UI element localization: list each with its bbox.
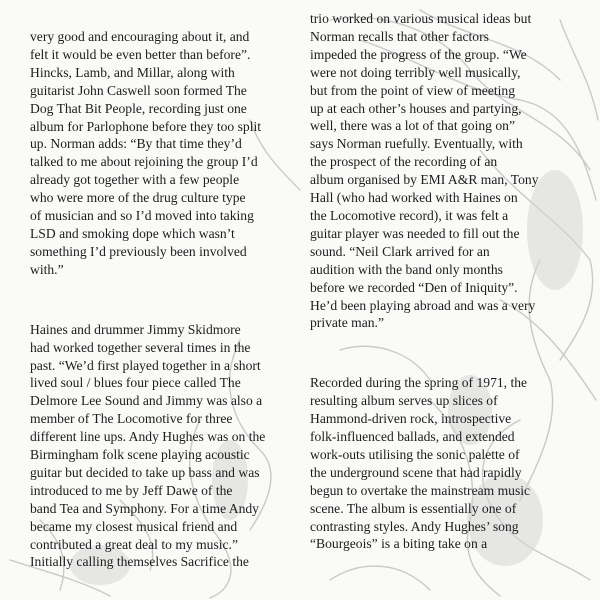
text-line: album for Parlophone before they too split	[30, 118, 262, 134]
text-line: folk-influenced ballads, and extended	[310, 429, 515, 445]
paragraph-trio-worked	[310, 10, 578, 332]
text-line: became my closest musical friend and	[30, 518, 238, 534]
text-line: album organised by EMI A&R man, Tony	[310, 172, 539, 188]
text-line: LSD and smoking dope which wasn’t	[30, 225, 235, 241]
right-text-column	[310, 11, 578, 553]
text-line: trio worked on various musical ideas but	[310, 11, 532, 26]
text-line: work-outs utilising the sonic palette of	[310, 446, 520, 462]
text-line: Hincks, Lamb, and Millar, along with	[30, 64, 235, 80]
text-line: were not doing terribly well musically,	[310, 64, 521, 80]
text-line: Birmingham folk scene playing acoustic	[30, 447, 250, 463]
text-line: introduced to me by Jeff Dawe of the	[30, 482, 233, 498]
text-line: Haines and drummer Jimmy Skidmore	[30, 321, 241, 337]
text-line: felt it would be even better than before”.	[30, 46, 251, 62]
text-line: different line ups. Andy Hughes was on the	[30, 429, 266, 445]
text-line: with.”	[30, 261, 64, 277]
text-line: Norman recalls that other factors	[310, 28, 489, 44]
paragraph-dog-that-bit-people	[30, 28, 298, 279]
text-line: Hall (who had worked with Haines on	[310, 190, 518, 206]
text-line: talked to me about rejoining the group I’d	[30, 154, 258, 170]
text-line: Recorded during the spring of 1971, the	[310, 375, 528, 391]
text-line: past. “We’d first played together in a short	[30, 357, 261, 373]
text-line: Hammond-driven rock, introspective	[310, 411, 512, 427]
text-line: guitar but decided to take up bass and was	[30, 464, 260, 480]
text-line: scene. The album is essentially one of	[310, 500, 517, 516]
text-line: audition with the band only months	[310, 261, 503, 277]
text-line: very good and encouraging about it, and	[30, 29, 250, 44]
text-line: begun to overtake the mainstream music	[310, 482, 531, 498]
left-text-column	[30, 28, 298, 571]
text-line: the prospect of the recording of an	[310, 154, 498, 170]
text-line: member of The Locomotive for three	[30, 411, 233, 427]
text-line: private man.”	[310, 315, 384, 331]
text-line: He’d been playing abroad and was a very	[310, 297, 536, 313]
text-line: Dog That Bit People, recording just one	[30, 100, 247, 116]
text-line: guitar player was needed to fill out the	[310, 225, 520, 241]
text-line: sound. “Neil Clark arrived for an	[310, 243, 490, 259]
text-line: says Norman ruefully. Eventually, with	[310, 136, 523, 152]
text-line: “Bourgeois” is a biting take on a	[310, 536, 488, 552]
text-line: up. Norman adds: “By that time they’d	[30, 136, 242, 152]
text-line: band Tea and Symphony. For a time Andy	[30, 500, 259, 516]
text-line: before we recorded “Den of Iniquity”.	[310, 279, 518, 295]
paragraph-spacer	[310, 332, 578, 374]
text-line: contrasting styles. Andy Hughes’ song	[310, 518, 519, 534]
text-line: of musician and so I’d moved into taking	[30, 208, 254, 224]
text-line: resulting album serves up slices of	[310, 393, 498, 409]
paragraph-spacer	[30, 279, 298, 321]
text-line: who were more of the drug culture type	[30, 190, 246, 206]
text-line: something I’d previously been involved	[30, 243, 247, 259]
text-line: already got together with a few people	[30, 172, 240, 188]
text-line: the Locomotive record), it was felt a	[310, 207, 509, 223]
text-line: had worked together several times in the	[30, 339, 251, 355]
paragraph-haines-and-skidmore	[30, 321, 298, 572]
text-line: guitarist John Caswell soon formed The	[30, 82, 247, 98]
text-line: Delmore Lee Sound and Jimmy was also a	[30, 393, 263, 409]
text-line: but from the point of view of meeting	[310, 82, 515, 98]
text-line: impeded the progress of the group. “We	[310, 46, 527, 62]
text-line: the underground scene that had rapidly	[310, 464, 522, 480]
text-line: Initially calling themselves Sacrifice the	[30, 554, 249, 570]
text-line: contributed a great deal to my music.”	[30, 536, 238, 552]
paragraph-recorded-1971	[310, 374, 578, 553]
text-line: well, there was a lot of that going on”	[310, 118, 515, 134]
text-line: lived soul / blues four piece called The	[30, 375, 241, 391]
text-line: up at each other’s houses and partying,	[310, 100, 522, 116]
